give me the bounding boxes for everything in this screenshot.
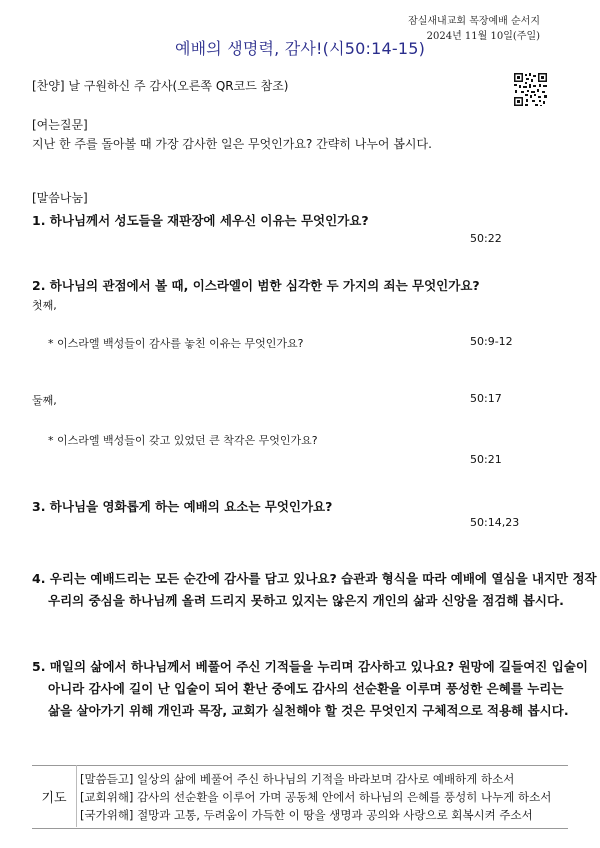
prayer-line-word: [말씀듣고] 일상의 삶에 베풀어 주신 하나님의 기적을 바라보며 감사로 예배하게 하소서 bbox=[80, 772, 515, 786]
opening-question-text: 지난 한 주를 돌아볼 때 가장 감사한 일은 무엇인가요? 간략히 나누어 봅시다. bbox=[32, 137, 432, 151]
question-2-subquestion-1: * 이스라엘 백성들이 감사를 놓친 이유는 무엇인가요? bbox=[48, 337, 304, 350]
question-2-second-reference: 50:17 bbox=[470, 392, 502, 405]
question-4 bbox=[32, 568, 597, 612]
prayer-line-church: [교회위해] 감사의 선순환을 이루어 가며 공동체 안에서 하나님의 은혜를 풍성히 나누게 하소서 bbox=[80, 790, 552, 804]
question-5-line-3: 삶을 살아가기 위해 개인과 목장, 교회가 실천해야 할 것은 무엇인지 구체적으로 적용해 봅시다. bbox=[48, 703, 569, 718]
church-name: 잠실새내교회 목장예배 순서지 bbox=[408, 16, 540, 27]
sharing-label: [말씀나눔] bbox=[32, 191, 88, 205]
question-1-reference: 50:22 bbox=[470, 232, 502, 245]
prayer-label: 기도 bbox=[32, 765, 77, 827]
question-1: 1. 하나님께서 성도들을 재판장에 세우신 이유는 무엇인가요? bbox=[32, 213, 369, 228]
opening-question-label: [여는질문] bbox=[32, 118, 88, 132]
question-4-line-1: 4. 우리는 예배드리는 모든 순간에 감사를 담고 있나요? 습관과 형식을 따라 예배에 열심을 내지만 정작 bbox=[32, 571, 597, 586]
qr-code-icon bbox=[513, 72, 548, 126]
question-2-first-label: 첫째, bbox=[32, 299, 57, 312]
question-5-line-1: 5. 매일의 삶에서 하나님께서 베풀어 주신 기적들을 누리며 감사하고 있나요? 원망에 길들여진 입술이 bbox=[32, 659, 588, 674]
question-4-line-2: 우리의 중심을 하나님께 올려 드리지 못하고 있지는 않은지 개인의 삶과 신앙을 점검해 봅시다. bbox=[48, 593, 564, 608]
question-2-subquestion-1-reference: 50:9-12 bbox=[470, 335, 513, 348]
question-2-subquestion-2-reference: 50:21 bbox=[470, 453, 502, 466]
question-2-subquestion-2: * 이스라엘 백성들이 갖고 있었던 큰 착각은 무엇인가요? bbox=[48, 434, 318, 447]
question-2: 2. 하나님의 관점에서 볼 때, 이스라엘이 범한 심각한 두 가지의 죄는 무엇인가요? bbox=[32, 278, 480, 293]
question-3-reference: 50:14,23 bbox=[470, 516, 520, 529]
question-5-line-2: 아니라 감사에 길이 난 입술이 되어 환난 중에도 감사의 선순환을 이루며 풍성한 은혜를 누리는 bbox=[48, 681, 564, 696]
question-5 bbox=[32, 656, 588, 722]
page-title: 예배의 생명력, 감사!(시50:14-15) bbox=[174, 39, 426, 58]
praise-line: [찬양] 날 구원하신 주 감사(오른쪽 QR코드 참조) bbox=[32, 79, 289, 93]
question-3: 3. 하나님을 영화롭게 하는 예배의 요소는 무엇인가요? bbox=[32, 499, 333, 514]
question-2-second-label: 둘째, bbox=[32, 394, 57, 407]
prayer-line-nation: [국가위해] 절망과 고통, 두려움이 가득한 이 땅을 생명과 공의와 사랑으로 회복시켜 주소서 bbox=[80, 808, 533, 822]
service-date: 2024년 11월 10일(주일) bbox=[426, 31, 540, 42]
qr-code[interactable] bbox=[513, 72, 548, 126]
